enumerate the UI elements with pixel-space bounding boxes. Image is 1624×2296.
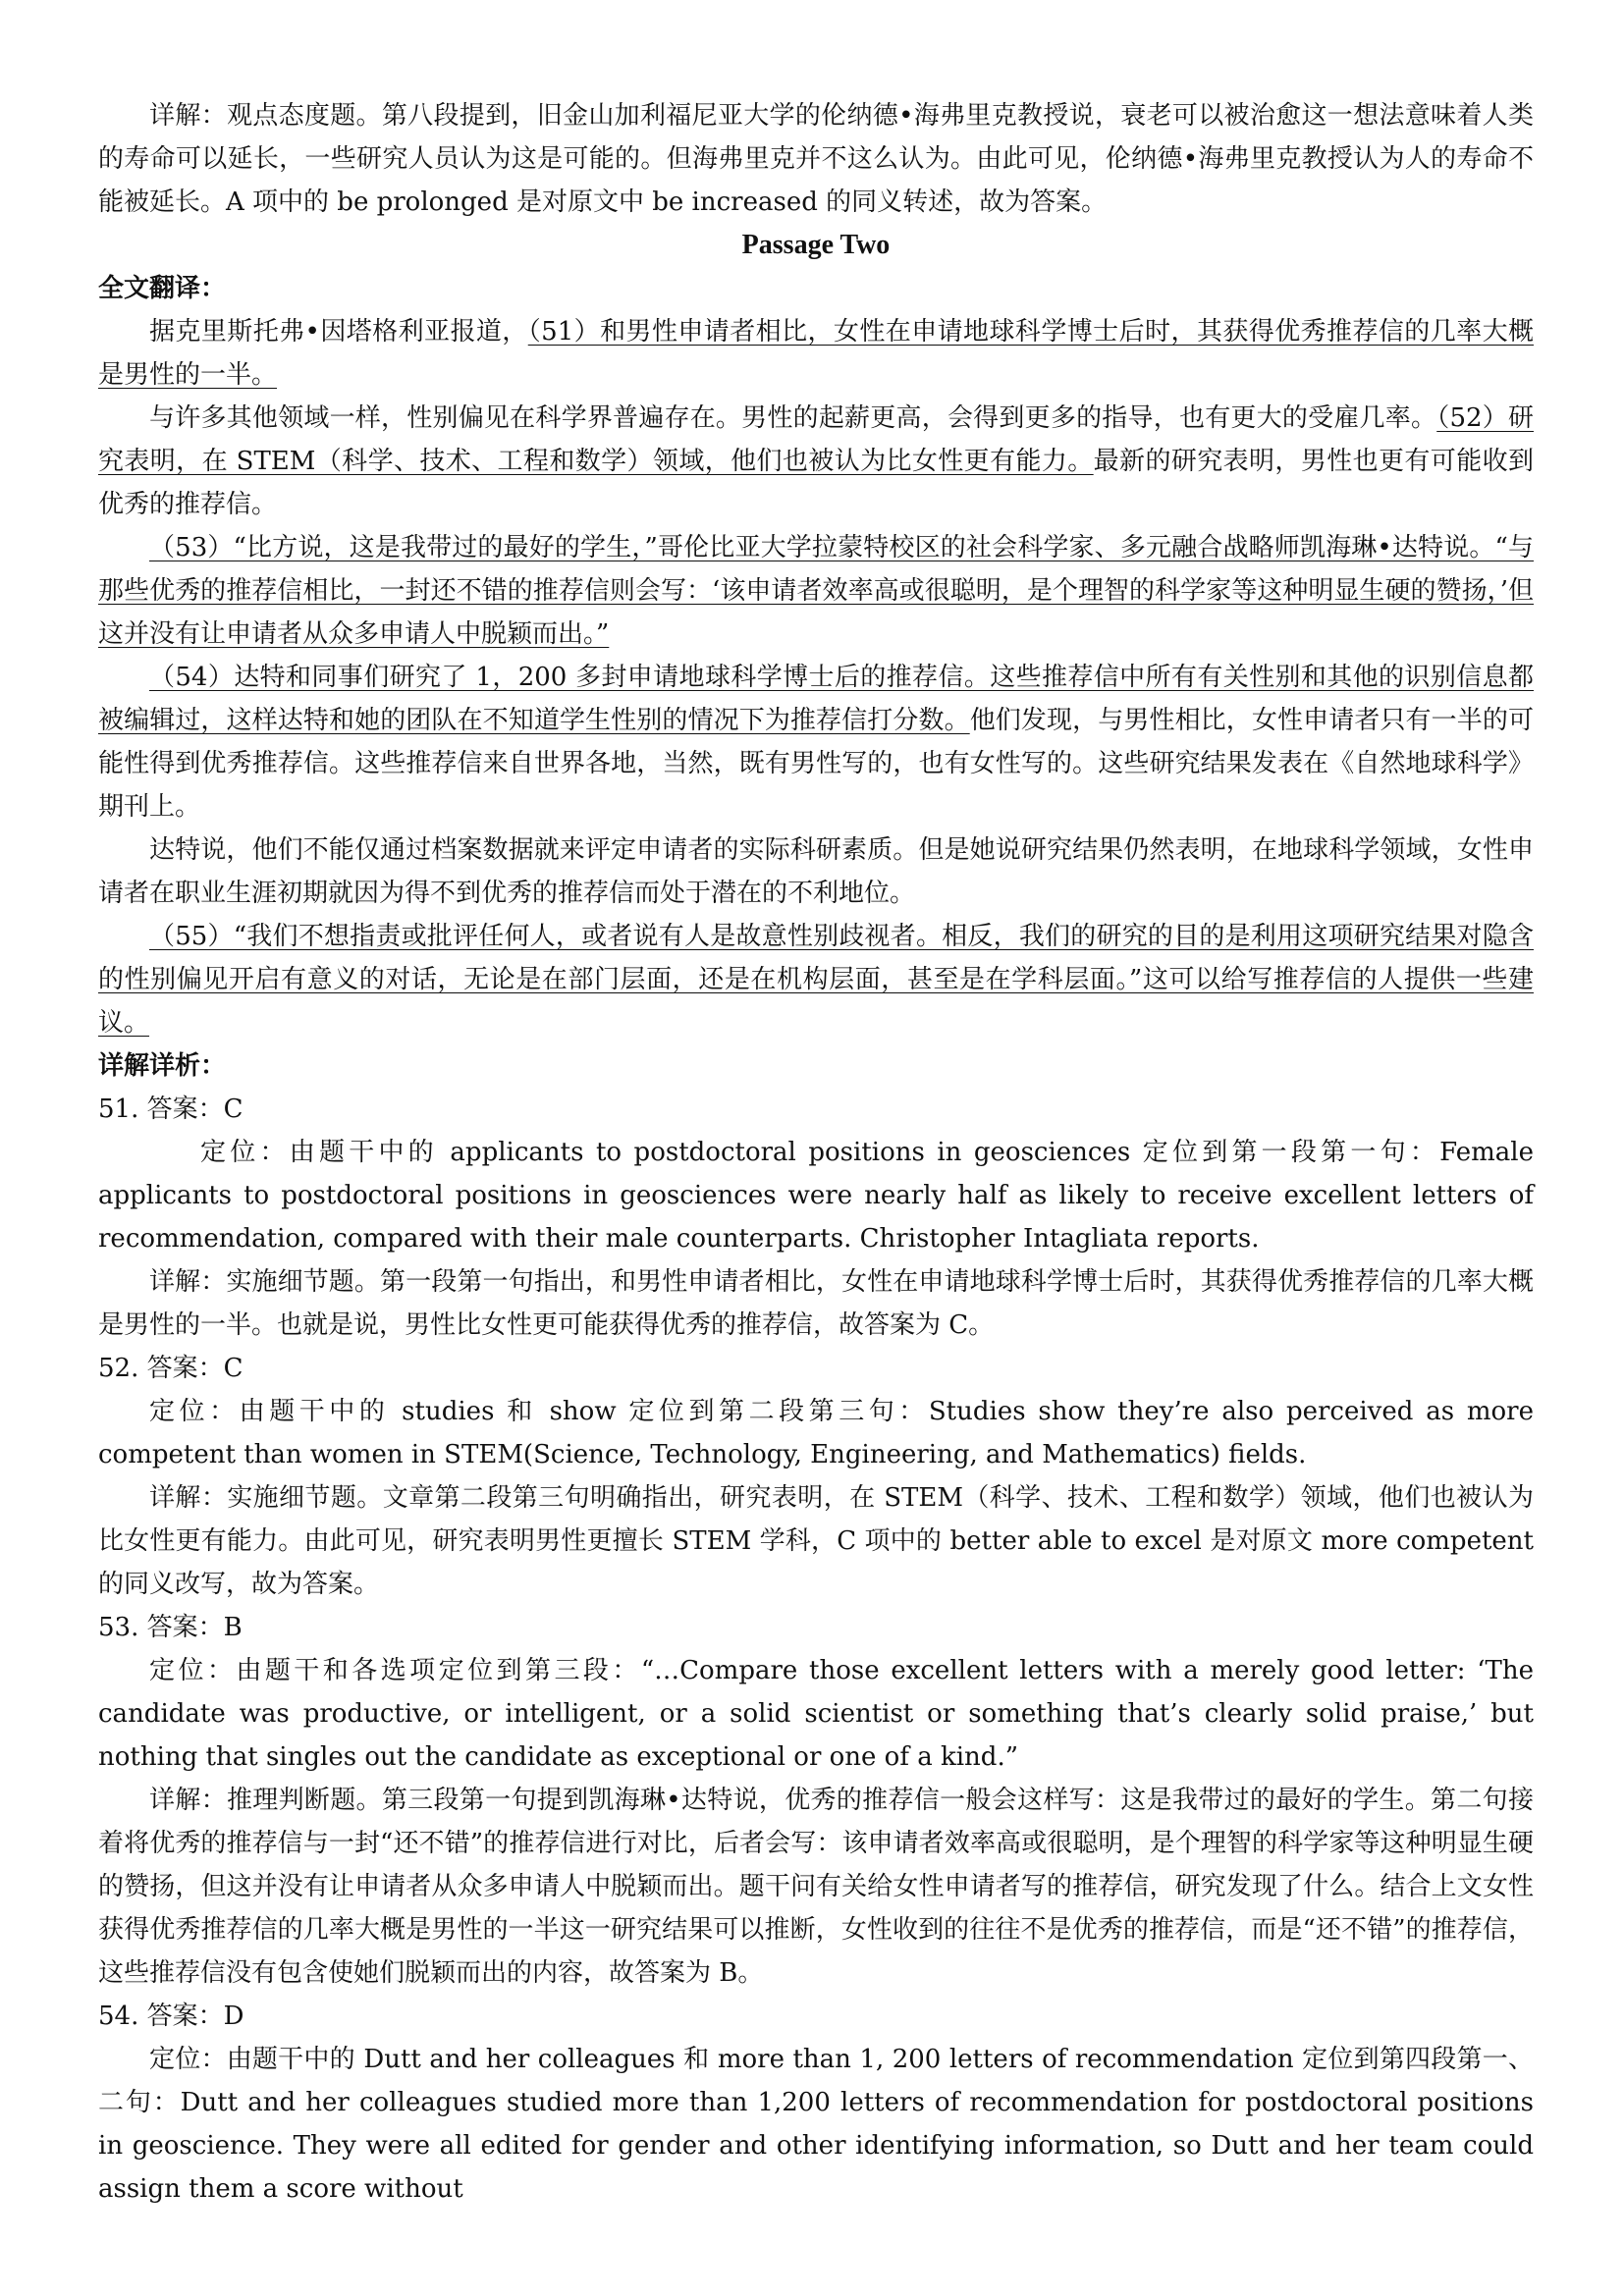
translation-p2-b: 最新的研究表明，男性也更有可能收到优秀的推荐信。 bbox=[98, 447, 1534, 519]
q51-locate: 定位：由题干中的 applicants to postdoctoral positions in geosciences 定位到第一段第一句：Female applicants to postdoctoral positions in geosciences were nearly half as likely to receive excellent letters of recommendation, compared with their male counterparts. Christopher Intagliata reports. bbox=[98, 1138, 1534, 1254]
translation-p4-b: 他们发现，与男性相比，女性申请者只有一半的可能性得到优秀推荐信。这些推荐信来自世界各地，当然，既有男性写的，也有女性写的。这些研究结果发表在《自然地球科学》期刊上。 bbox=[98, 706, 1534, 822]
translation-paragraph-3 bbox=[98, 526, 1534, 656]
q52-answer: 52. 答案：C bbox=[98, 1354, 244, 1383]
q52-locate: 定位：由题干中的 studies 和 show 定位到第二段第三句：Studies show they’re also perceived as more competent than women in STEM(Science, Technology, Engineering, and Mathematics) fields. bbox=[98, 1397, 1534, 1469]
q52-detail: 详解：实施细节题。文章第二段第三句明确指出，研究表明，在 STEM（科学、技术、工程和数学）领域，他们也被认为比女性更有能力。由此可见，研究表明男性更擅长 STEM 学科，C 项中的 better able to excel 是对原文 more competent 的同义改写，故为答案。 bbox=[98, 1483, 1534, 1599]
translation-paragraph-4 bbox=[98, 656, 1534, 828]
q53-detail: 详解：推理判断题。第三段第一句提到凯海琳•达特说，优秀的推荐信一般会这样写：这是我带过的最好的学生。第二句接着将优秀的推荐信与一封“还不错”的推荐信进行对比，后者会写：该申请者效率高或很聪明，是个理智的科学家等这种明显生硬的赞扬，但这并没有让申请者从众多申请人中脱颖而出。题干问有关给女性申请者写的推荐信，研究发现了什么。结合上文女性获得优秀推荐信的几率大概是男性的一半这一研究结果可以推断，女性收到的往往不是优秀的推荐信，而是“还不错”的推荐信，这些推荐信没有包含使她们脱颖而出的内容，故答案为 B。 bbox=[98, 1786, 1534, 1988]
document-page bbox=[98, 94, 1534, 2211]
q51-answer: 51. 答案：C bbox=[98, 1095, 244, 1124]
q53-answer: 53. 答案：B bbox=[98, 1613, 243, 1642]
analysis-label: 详解详析： bbox=[98, 1051, 227, 1081]
q54-answer: 54. 答案：D bbox=[98, 2002, 244, 2031]
translation-p2-a: 与许多其他领域一样，性别偏见在科学界普遍存在。男性的起薪更高，会得到更多的指导，也有更大的受雇几率。 bbox=[149, 403, 1437, 433]
translation-p1-underlined: （51）和男性申请者相比，女性在申请地球科学博士后时，其获得优秀推荐信的几率大概是男性的一半。 bbox=[98, 317, 1534, 390]
translation-p3-underlined: （53）“比方说，这是我带过的最好的学生，”哥伦比亚大学拉蒙特校区的社会科学家、多元融合战略师凯海琳•达特说。“与那些优秀的推荐信相比，一封还不错的推荐信则会写：‘该申请者效率高或很聪明，是个理智的科学家等这种明显生硬的赞扬，’但这并没有让申请者从众多申请人中脱颖而出。” bbox=[98, 533, 1534, 649]
translation-p2-underlined: （52）研究表明，在 STEM（科学、技术、工程和数学）领域，他们也被认为比女性更有能力。 bbox=[98, 403, 1534, 476]
translation-label: 全文翻译： bbox=[98, 274, 227, 303]
translation-paragraph-5: 达特说，他们不能仅通过档案数据就来评定申请者的实际科研素质。但是她说研究结果仍然表明，在地球科学领域，女性申请者在职业生涯初期就因为得不到优秀的推荐信而处于潜在的不利地位。 bbox=[98, 835, 1534, 908]
translation-paragraph-1 bbox=[98, 310, 1534, 397]
translation-paragraph-6 bbox=[98, 915, 1534, 1044]
passage-title: Passage Two bbox=[741, 230, 891, 260]
q50-detail-paragraph: 详解：观点态度题。第八段提到，旧金山加利福尼亚大学的伦纳德•海弗里克教授说，衰老可以被治愈这一想法意味着人类的寿命可以延长，一些研究人员认为这是可能的。但海弗里克并不这么认为。由此可见，伦纳德•海弗里克教授认为人的寿命不能被延长。A 项中的 be prolonged 是对原文中 be increased 的同义转述，故为答案。 bbox=[98, 101, 1534, 217]
translation-p1-lead: 据克里斯托弗•因塔格利亚报道， bbox=[149, 317, 528, 347]
translation-p6-underlined: （55）“我们不想指责或批评任何人，或者说有人是故意性别歧视者。相反，我们的研究的目的是利用这项研究结果对隐含的性别偏见开启有意义的对话，无论是在部门层面，还是在机构层面，甚至是在学科层面。”这可以给写推荐信的人提供一些建议。 bbox=[98, 922, 1534, 1038]
translation-paragraph-2 bbox=[98, 397, 1534, 526]
q51-detail: 详解：实施细节题。第一段第一句指出，和男性申请者相比，女性在申请地球科学博士后时，其获得优秀推荐信的几率大概是男性的一半。也就是说，男性比女性更可能获得优秀的推荐信，故答案为 C。 bbox=[98, 1267, 1534, 1340]
q53-locate: 定位：由题干和各选项定位到第三段：“…Compare those excellent letters with a merely good letter: ‘The candidate was productive, or intelligent, or a solid scientist or something that’s clearly solid praise,’ but nothing that singles out the candidate as exceptional or one of a kind.” bbox=[98, 1656, 1534, 1772]
q54-locate: 定位：由题干中的 Dutt and her colleagues 和 more than 1, 200 letters of recommendation 定位到第四段第一、二句：Dutt and her colleagues studied more than 1,200 letters of recommendation for postdoctoral positions in geoscience. They were all edited for gender and other identifying information, so Dutt and her team could assign them a score without bbox=[98, 2045, 1534, 2204]
translation-p4-underlined: （54）达特和同事们研究了 1，200 多封申请地球科学博士后的推荐信。这些推荐信中所有有关性别和其他的识别信息都被编辑过，这样达特和她的团队在不知道学生性别的情况下为推荐信打分数。 bbox=[98, 663, 1534, 735]
